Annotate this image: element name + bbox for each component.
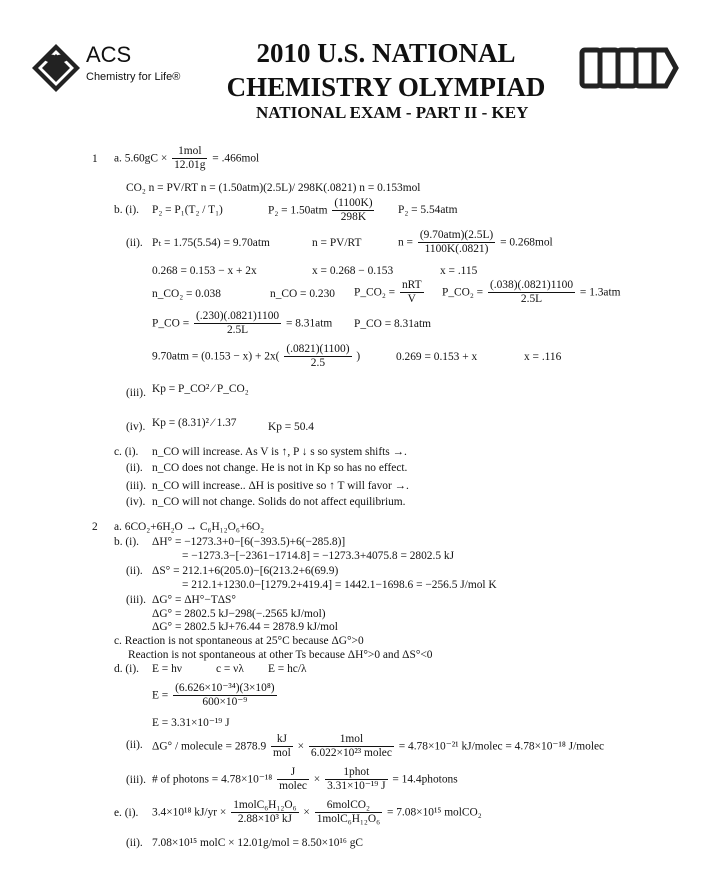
q1-civ-label: (iv). <box>126 496 146 508</box>
q2-bii-2: = 212.1+1230.0−[1279.2+419.4] = 1442.1−1698.6 = −256.5 J/mol K <box>182 579 497 591</box>
page-subtitle: NATIONAL EXAM - PART II - KEY <box>256 103 529 122</box>
q1-bi-eq-2: P₂ = 1.50atm $\frac{(1100K)}{298K}$ <box>268 197 373 224</box>
q2-di-5: E = 3.31×10⁻¹⁹ J <box>152 717 230 729</box>
q2-biii-2: ΔG° = 2802.5 kJ−298(−.2565 kJ/mol) <box>152 608 326 620</box>
q1-biv-eq-2: Kp = 50.4 <box>268 421 314 433</box>
q2-ei: 3.4×10¹⁸ kJ/yr × 1molC₆H₁₂O₆ 2.88×10³ kJ × 6molCO₂ 1molC₆H₁₂O₆ = 7.08×10¹⁵ molCO₂ <box>152 799 482 826</box>
q2-diii-label: (iii). <box>126 774 146 786</box>
q2-bii-label: (ii). <box>126 565 143 577</box>
q2-e-label: e. (i). <box>114 807 139 819</box>
q2-di-1: E = hν <box>152 663 182 675</box>
q1-row3-b: n_CO = 0.230 <box>270 288 335 300</box>
q1-row4-b: P_CO = 8.31atm <box>354 318 431 330</box>
q1-row2-b: x = 0.268 − 0.153 <box>312 265 394 277</box>
q1-cii: n_CO does not change. He is not in Kp so has no effect. <box>152 462 408 474</box>
q1-row2-c: x = .115 <box>440 265 478 277</box>
q1-row5-b: 0.269 = 0.153 + x <box>396 351 478 363</box>
acs-logo-tagline: Chemistry for Life® <box>86 71 181 83</box>
olympiad-rings-icon <box>578 44 680 92</box>
q1-cii-label: (ii). <box>126 462 143 474</box>
q1-bii-eq-3: n = (9.70atm)(2.5L) 1100K(.0821) = 0.268mol <box>398 229 553 256</box>
q2-diii: # of photons = 4.78×10⁻¹⁸ J molec × 1phot 3.31×10⁻¹⁹ J = 14.4photons <box>152 766 458 793</box>
q2-eii: 7.08×10¹⁵ molC × 12.01g/mol = 8.50×10¹⁶ gC <box>152 837 364 849</box>
question-2-number: 2 <box>92 521 98 533</box>
acs-logo-name: ACS <box>86 42 132 67</box>
q1-biii-label: (iii). <box>126 387 146 399</box>
q1-ciii: n_CO will increase.. ΔH is positive so ↑ T will favor →. <box>152 480 409 492</box>
q2-biii-1: ΔG° = ΔH°−TΔS° <box>152 594 236 606</box>
q1-row5-c: x = .116 <box>524 351 562 363</box>
q1-bii-label: (ii). <box>126 237 143 249</box>
q1-biv-label: (iv). <box>126 421 146 433</box>
q2-dii: ΔG° / molecule = 2878.9 kJ mol × 1mol 6.022×10²³ molec = 4.78×10⁻²¹ kJ/molec = 4.78×10⁻¹⁸ J/molec <box>152 733 605 760</box>
q1-a-line-2: CO₂ n = PV/RT n = (1.50atm)(2.5L)/ 298K(.0821) n = 0.153mol <box>126 182 421 194</box>
q1-bii-eq-2: n = PV/RT <box>312 237 362 249</box>
q1-civ: n_CO will not change. Solids do not affect equilibrium. <box>152 496 406 508</box>
q2-bi-1: ΔH° = −1273.3+0−[6(−393.5)+6(−285.8)] <box>152 536 346 548</box>
q1-row3-a: n_CO₂ = 0.038 <box>152 288 221 300</box>
q2-d-label: d. (i). <box>114 663 139 675</box>
q2-c-line-2: Reaction is not spontaneous at other Ts because ΔH°>0 and ΔS°<0 <box>128 649 433 661</box>
q1-bi-eq-3: P₂ = 5.54atm <box>398 204 458 216</box>
q1-b-label: b. (i). <box>114 204 139 216</box>
q1-row3-d: P_CO₂ = $\frac{(.038)(.0821)1100}{2.5L}$ = 1.3atm <box>442 279 621 306</box>
q2-di-4: E = $\frac{\text{(6.626×10⁻³⁴)(3×10⁸)}}{\text{600×10⁻⁹}}$ <box>152 682 275 709</box>
q1-ci: n_CO will increase. As V is ↑, P ↓ s so system shifts →. <box>152 446 407 458</box>
q1-ciii-label: (iii). <box>126 480 146 492</box>
q2-a: a. 6CO₂+6H₂O → C₆H₁₂O₆+6O₂ <box>114 521 265 533</box>
q2-bi-2: = −1273.3−[−2361−1714.8] = −1273.3+4075.8 = 2802.5 kJ <box>182 550 455 562</box>
q1-bi-eq-1: P₂ = P₁(T₂ / T₁) <box>152 204 223 216</box>
q2-eii-label: (ii). <box>126 837 143 849</box>
q1-c-label: c. (i). <box>114 446 139 458</box>
acs-seal-icon <box>30 42 82 94</box>
q2-di-2: c = νλ <box>216 663 244 675</box>
q2-dii-label: (ii). <box>126 739 143 751</box>
title-line-1: 2010 U.S. NATIONAL <box>256 38 516 68</box>
q1-biii-eq: Kp = P_CO² ⁄ P_CO₂ <box>152 383 249 395</box>
q2-biii-label: (iii). <box>126 594 146 606</box>
q2-bii-1: ΔS° = 212.1+6(205.0)−[6(213.2+6(69.9) <box>152 565 339 577</box>
q1-row3-c: P_CO₂ = nRT V <box>354 279 422 306</box>
q2-c-line-1: c. Reaction is not spontaneous at 25°C because ΔG°>0 <box>114 635 364 647</box>
question-1-number: 1 <box>92 153 98 165</box>
q1-a-line-1: a. 5.60gC × 1mol 12.01g = .466mol <box>114 145 260 172</box>
q2-di-3: E = hc/λ <box>268 663 307 675</box>
title-line-2: CHEMISTRY OLYMPIAD <box>226 72 546 102</box>
q1-row5-a: 9.70atm = (0.153 − x) + 2x( $\frac{(.0821)(1100)}{2.5}$ ) <box>152 343 361 370</box>
q1-row4-a: P_CO = $\frac{(.230)(.0821)1100}{2.5L}$ = 8.31atm <box>152 310 333 337</box>
q1-bii-eq-1: Pₜ = 1.75(5.54) = 9.70atm <box>152 237 270 249</box>
q2-b-label: b. (i). <box>114 536 139 548</box>
q2-biii-3: ΔG° = 2802.5 kJ+76.44 = 2878.9 kJ/mol <box>152 621 338 633</box>
q1-biv-eq-1: Kp = (8.31)² ⁄ 1.37 <box>152 417 237 429</box>
q1-row2-a: 0.268 = 0.153 − x + 2x <box>152 265 257 277</box>
